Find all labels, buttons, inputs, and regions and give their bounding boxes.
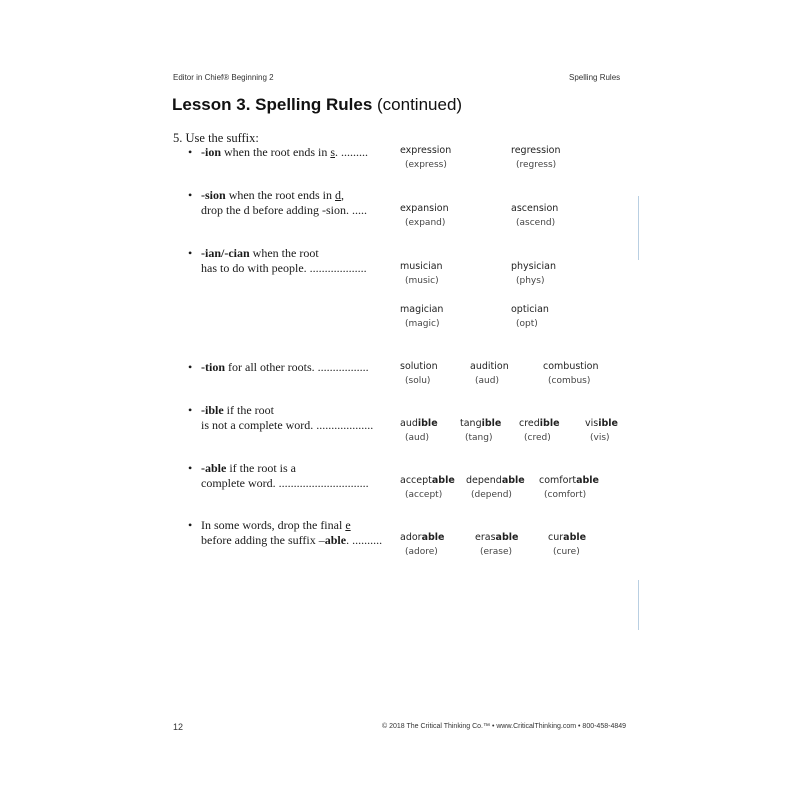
example-word-stem: combustion bbox=[543, 361, 599, 372]
example-word-stem: aud bbox=[400, 418, 418, 429]
rule-text: for all other roots. ................. bbox=[225, 360, 369, 374]
example-word-stem: expansion bbox=[400, 203, 449, 214]
scan-margin-line bbox=[638, 196, 639, 260]
example-root: (expand) bbox=[405, 218, 446, 228]
example-root: (aud) bbox=[475, 376, 499, 386]
rule-text-line bbox=[201, 360, 369, 375]
example-word bbox=[585, 418, 618, 429]
example-word-stem: audition bbox=[470, 361, 509, 372]
rule-text: . ......... bbox=[335, 145, 368, 159]
example-word bbox=[400, 361, 438, 372]
rule-text: when the root bbox=[249, 246, 319, 260]
underlined-letter: d bbox=[335, 188, 341, 202]
example-word bbox=[548, 532, 586, 543]
example-word-stem: solution bbox=[400, 361, 438, 372]
example-word-suffix: able bbox=[421, 532, 445, 543]
rule-text-line bbox=[201, 203, 367, 218]
example-word-stem: expression bbox=[400, 145, 452, 156]
example-word-stem: depend bbox=[466, 475, 502, 486]
example-root: (magic) bbox=[405, 319, 440, 329]
running-header-section: Spelling Rules bbox=[569, 73, 621, 82]
example-word bbox=[400, 203, 449, 214]
example-word bbox=[539, 475, 599, 486]
rule-text: In some words, drop the final bbox=[201, 518, 346, 532]
example-word-suffix: ible bbox=[417, 418, 438, 429]
example-word-suffix: ible bbox=[539, 418, 560, 429]
rule-text: is not a complete word. ................... bbox=[201, 418, 374, 432]
rule-text: before adding the suffix – bbox=[201, 533, 325, 547]
rule-text-line bbox=[201, 476, 369, 491]
page-number: 12 bbox=[173, 722, 184, 732]
suffix-bold: -tion bbox=[201, 360, 225, 374]
example-word-stem: comfort bbox=[539, 475, 577, 486]
example-word-stem: cred bbox=[519, 418, 540, 429]
example-word bbox=[470, 361, 509, 372]
bullet-marker: • bbox=[188, 403, 193, 417]
example-word-stem: accept bbox=[400, 475, 432, 486]
example-root: (vis) bbox=[590, 433, 610, 443]
example-word-stem: eras bbox=[475, 532, 496, 543]
rule-text-line bbox=[201, 246, 319, 261]
example-root: (phys) bbox=[516, 276, 545, 286]
example-word-stem: physician bbox=[511, 261, 556, 272]
example-root: (music) bbox=[405, 276, 439, 286]
example-root: (comfort) bbox=[544, 490, 587, 500]
lesson-title bbox=[172, 95, 462, 115]
rule-text-line bbox=[201, 261, 367, 276]
example-word bbox=[400, 418, 438, 429]
example-word bbox=[519, 418, 560, 429]
example-word-suffix: able bbox=[563, 532, 587, 543]
example-root: (depend) bbox=[471, 490, 512, 500]
example-root: (adore) bbox=[405, 547, 438, 557]
rule-text: when the root ends in bbox=[221, 145, 331, 159]
example-word-stem: regression bbox=[511, 145, 561, 156]
suffix-bold: -ible bbox=[201, 403, 224, 417]
example-word bbox=[466, 475, 525, 486]
suffix-bold: -able bbox=[201, 461, 227, 475]
rule-text-line bbox=[201, 145, 368, 160]
example-root: (solu) bbox=[405, 376, 431, 386]
bullet-marker: • bbox=[188, 188, 193, 202]
rule-text-line bbox=[201, 533, 382, 548]
rule-text-line bbox=[201, 518, 351, 533]
bullet-marker: • bbox=[188, 518, 193, 532]
rule-text: , bbox=[341, 188, 344, 202]
lesson-title-main: Lesson 3. Spelling Rules bbox=[172, 95, 373, 114]
example-root: (erase) bbox=[480, 547, 513, 557]
example-word-stem: musician bbox=[400, 261, 443, 272]
suffix-bold: -sion bbox=[201, 188, 226, 202]
suffix-bold: able bbox=[324, 533, 347, 547]
rule-text: if the root is a bbox=[226, 461, 296, 475]
example-word bbox=[400, 304, 443, 315]
example-root: (ascend) bbox=[516, 218, 556, 228]
example-root: (express) bbox=[405, 160, 447, 170]
rule-text: if the root bbox=[223, 403, 274, 417]
scan-margin-line bbox=[638, 580, 639, 630]
example-word-stem: tang bbox=[460, 418, 482, 429]
example-root: (regress) bbox=[516, 160, 557, 170]
example-word bbox=[475, 532, 518, 543]
example-word bbox=[511, 203, 558, 214]
example-word-stem: magician bbox=[400, 304, 444, 315]
rule-text: . .......... bbox=[346, 533, 383, 547]
rule-text: complete word. .............................. bbox=[201, 476, 369, 490]
copyright-footer: © 2018 The Critical Thinking Co.™ • www.CriticalThinking.com • 800-458-4849 bbox=[382, 723, 627, 730]
example-root: (cred) bbox=[524, 433, 551, 443]
example-word bbox=[511, 304, 549, 315]
example-word-stem: vis bbox=[585, 418, 599, 429]
example-root: (cure) bbox=[553, 547, 580, 557]
bullet-marker: • bbox=[188, 461, 193, 475]
example-word-stem: optician bbox=[511, 304, 549, 315]
example-root: (accept) bbox=[405, 490, 443, 500]
rule-text: when the root ends in bbox=[225, 188, 335, 202]
example-word bbox=[460, 418, 501, 429]
running-header-title: Editor in Chief® Beginning 2 bbox=[173, 73, 274, 82]
example-root: (tang) bbox=[465, 433, 493, 443]
lesson-title-continued: (continued) bbox=[372, 95, 463, 114]
rule-text-line bbox=[201, 403, 274, 418]
example-word bbox=[400, 145, 451, 156]
example-word-suffix: able bbox=[495, 532, 519, 543]
example-word-suffix: ible bbox=[598, 418, 618, 429]
rule-text: has to do with people. ................... bbox=[201, 261, 367, 275]
underlined-letter: e bbox=[345, 518, 351, 532]
example-word-suffix: ible bbox=[481, 418, 502, 429]
rule-text-line bbox=[201, 418, 373, 433]
bullet-marker: • bbox=[188, 145, 193, 159]
example-word bbox=[511, 145, 561, 156]
rule-text: drop the d before adding -sion. ..... bbox=[201, 203, 367, 217]
example-root: (combus) bbox=[548, 376, 591, 386]
example-word-stem: cur bbox=[548, 532, 564, 543]
rule-text-line bbox=[201, 188, 344, 203]
bullet-marker: • bbox=[188, 246, 193, 260]
example-word bbox=[400, 261, 443, 272]
example-word bbox=[400, 532, 445, 543]
bullet-marker: • bbox=[188, 360, 193, 374]
example-root: (opt) bbox=[516, 319, 538, 329]
example-word-suffix: able bbox=[576, 475, 599, 486]
example-word-stem: ador bbox=[400, 532, 422, 543]
example-word-suffix: able bbox=[431, 475, 455, 486]
example-word bbox=[400, 475, 455, 486]
example-word bbox=[511, 261, 556, 272]
example-word-stem: ascension bbox=[511, 203, 559, 214]
underlined-letter: s bbox=[330, 145, 335, 159]
example-word bbox=[543, 361, 599, 372]
suffix-bold: -ion bbox=[201, 145, 222, 159]
suffix-bold: -ian/-cian bbox=[201, 246, 250, 260]
instruction-text: 5. Use the suffix: bbox=[173, 131, 259, 145]
rule-text-line bbox=[201, 461, 296, 476]
example-word-suffix: able bbox=[501, 475, 525, 486]
example-root: (aud) bbox=[405, 433, 429, 443]
